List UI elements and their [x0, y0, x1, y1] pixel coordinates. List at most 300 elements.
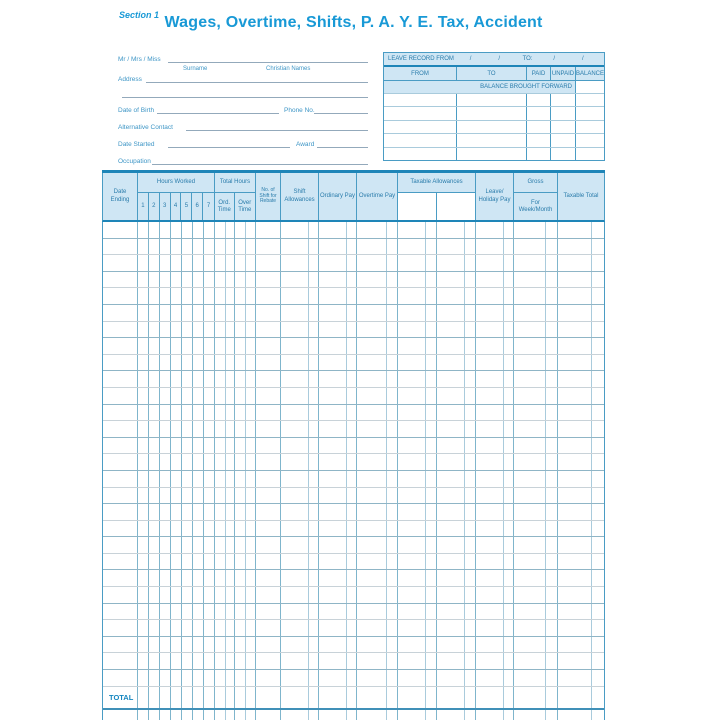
grid-cell	[149, 637, 160, 653]
table-row	[103, 288, 604, 305]
cents-divider	[225, 604, 226, 620]
grid-cell	[398, 471, 437, 487]
grid-cell	[256, 438, 281, 454]
table-row	[103, 305, 604, 322]
grid-cell	[193, 710, 204, 720]
grid-cell	[103, 710, 138, 720]
grid-cell	[193, 570, 204, 586]
grid-cell	[160, 338, 171, 354]
cents-divider	[591, 305, 592, 321]
grid-cell	[171, 255, 182, 271]
grid-cell	[215, 554, 235, 570]
cents-divider	[464, 710, 465, 720]
award-field-line	[317, 147, 368, 148]
grid-cell	[171, 239, 182, 255]
grid-cell	[437, 637, 476, 653]
cents-divider	[503, 710, 504, 720]
cents-divider	[386, 388, 387, 404]
leave-record-cell	[527, 121, 551, 133]
cents-divider	[464, 421, 465, 437]
cents-divider	[245, 554, 246, 570]
grid-cell	[193, 272, 204, 288]
grid-cell	[215, 371, 235, 387]
cents-divider	[346, 471, 347, 487]
grid-cell	[160, 421, 171, 437]
grid-cell	[398, 604, 437, 620]
cents-divider	[591, 670, 592, 686]
grid-cell	[204, 504, 215, 520]
grid-cell	[319, 305, 357, 321]
cents-divider	[245, 222, 246, 238]
address-label: Address	[118, 76, 142, 83]
grid-cell	[476, 488, 514, 504]
grid-cell	[357, 338, 398, 354]
grid-cell	[160, 471, 171, 487]
cents-divider	[425, 604, 426, 620]
grid-cell	[204, 570, 215, 586]
cents-divider	[308, 239, 309, 255]
cents-divider	[545, 637, 546, 653]
grid-cell	[476, 421, 514, 437]
grid-cell	[160, 488, 171, 504]
grid-cell	[171, 488, 182, 504]
grid-cell	[171, 388, 182, 404]
phone-field-line	[314, 113, 368, 114]
grid-cell	[149, 222, 160, 238]
cents-divider	[503, 554, 504, 570]
cents-divider	[503, 488, 504, 504]
grid-cell	[171, 405, 182, 421]
cents-divider	[346, 604, 347, 620]
grid-cell	[357, 355, 398, 371]
cents-divider	[591, 504, 592, 520]
grid-cell	[103, 687, 138, 708]
grid-cell	[558, 239, 604, 255]
cents-divider	[386, 521, 387, 537]
grid-cell	[235, 421, 256, 437]
cents-divider	[425, 653, 426, 669]
cents-divider	[591, 710, 592, 720]
cents-divider	[245, 488, 246, 504]
grid-cell	[215, 288, 235, 304]
grid-cell	[476, 653, 514, 669]
grid-cell	[171, 653, 182, 669]
grid-cell	[558, 570, 604, 586]
grid-cell	[476, 604, 514, 620]
leave-record-header-row	[384, 67, 604, 81]
cents-divider	[591, 587, 592, 603]
grid-cell	[160, 554, 171, 570]
grid-cell	[103, 454, 138, 470]
leave-record-cell	[457, 107, 527, 119]
table-row	[103, 272, 604, 289]
grid-cell	[281, 587, 319, 603]
cents-divider	[503, 322, 504, 338]
grid-cell	[558, 670, 604, 686]
grid-cell	[476, 471, 514, 487]
grid-cell	[398, 272, 437, 288]
cents-divider	[245, 288, 246, 304]
grid-cell	[182, 438, 193, 454]
grid-cell	[558, 355, 604, 371]
grid-cell	[149, 687, 160, 708]
grid-cell	[138, 504, 149, 520]
cents-divider	[245, 388, 246, 404]
grid-cell	[138, 355, 149, 371]
grid-cell	[215, 454, 235, 470]
grid-cell	[193, 371, 204, 387]
cents-divider	[503, 421, 504, 437]
leave-record-to-label: TO:	[522, 56, 533, 62]
grid-cell	[514, 388, 558, 404]
leave-record-table	[383, 52, 605, 161]
grid-cell	[256, 687, 281, 708]
cents-divider	[425, 305, 426, 321]
table-row	[103, 222, 604, 239]
cents-divider	[503, 338, 504, 354]
gross-sub-label: For Week/Month	[518, 199, 553, 213]
grid-cell	[204, 637, 215, 653]
cents-divider	[346, 687, 347, 708]
cents-divider	[425, 371, 426, 387]
grid-cell	[138, 272, 149, 288]
cents-divider	[591, 388, 592, 404]
grid-cell	[235, 272, 256, 288]
grid-cell	[256, 272, 281, 288]
cents-divider	[225, 488, 226, 504]
grid-cell	[476, 272, 514, 288]
grid-cell	[281, 388, 319, 404]
grid-cell	[357, 587, 398, 603]
grid-cell	[149, 355, 160, 371]
cents-divider	[464, 272, 465, 288]
grid-cell	[437, 338, 476, 354]
alt-contact-label: Alternative Contact	[118, 124, 173, 131]
grid-cell	[256, 338, 281, 354]
cents-divider	[225, 587, 226, 603]
cents-divider	[245, 405, 246, 421]
cents-divider	[503, 388, 504, 404]
cents-divider	[591, 471, 592, 487]
gross-label: Gross	[514, 173, 557, 193]
cents-divider	[591, 537, 592, 553]
grid-cell	[357, 454, 398, 470]
grid-cell	[357, 554, 398, 570]
grid-cell	[182, 454, 193, 470]
grid-cell	[558, 371, 604, 387]
grid-cell	[171, 272, 182, 288]
cents-divider	[503, 438, 504, 454]
cents-divider	[245, 355, 246, 371]
grid-cell	[476, 710, 514, 720]
grid-cell	[357, 305, 398, 321]
grid-cell	[193, 222, 204, 238]
grid-cell	[558, 338, 604, 354]
grid-cell	[103, 471, 138, 487]
grid-cell	[514, 570, 558, 586]
cents-divider	[346, 488, 347, 504]
grid-cell	[235, 554, 256, 570]
grid-cell	[171, 710, 182, 720]
grid-cell	[204, 305, 215, 321]
leave-col-from: FROM	[384, 67, 457, 80]
grid-cell	[235, 587, 256, 603]
grid-cell	[476, 305, 514, 321]
grid-cell	[171, 338, 182, 354]
grid-cell	[160, 305, 171, 321]
grid-cell	[514, 653, 558, 669]
grid-cell	[193, 421, 204, 437]
grid-cell	[514, 521, 558, 537]
grid-cell	[171, 438, 182, 454]
grid-cell	[256, 604, 281, 620]
cents-divider	[308, 537, 309, 553]
grid-cell	[514, 687, 558, 708]
grid-cell	[235, 471, 256, 487]
grid-cell	[319, 637, 357, 653]
cents-divider	[225, 355, 226, 371]
grid-cell	[215, 570, 235, 586]
grid-cell	[398, 421, 437, 437]
grid-cell	[437, 272, 476, 288]
cents-divider	[245, 604, 246, 620]
cents-divider	[464, 554, 465, 570]
grid-cell	[476, 554, 514, 570]
grid-cell	[281, 405, 319, 421]
grid-cell	[357, 687, 398, 708]
grid-cell	[514, 371, 558, 387]
grid-cell	[476, 239, 514, 255]
grid-cell	[215, 637, 235, 653]
grid-cell	[476, 504, 514, 520]
grid-cell	[319, 570, 357, 586]
grid-cell	[149, 388, 160, 404]
grid-cell	[558, 687, 604, 708]
grid-cell	[398, 338, 437, 354]
cents-divider	[425, 637, 426, 653]
grid-cell	[357, 637, 398, 653]
table-row	[103, 554, 604, 571]
grid-cell	[558, 222, 604, 238]
cents-divider	[225, 239, 226, 255]
grid-cell	[281, 322, 319, 338]
cents-divider	[591, 570, 592, 586]
occupation-field-line	[152, 164, 368, 165]
grid-cell	[437, 355, 476, 371]
grid-cell	[256, 554, 281, 570]
cents-divider	[225, 255, 226, 271]
grid-cell	[204, 388, 215, 404]
grid-cell	[193, 288, 204, 304]
table-row	[103, 454, 604, 471]
cents-divider	[308, 255, 309, 271]
grid-cell	[281, 537, 319, 553]
cents-divider	[545, 421, 546, 437]
taxable-allowances-label: Taxable Allowances	[398, 173, 475, 193]
grid-cell	[357, 670, 398, 686]
grid-cell	[476, 371, 514, 387]
grid-cell	[215, 604, 235, 620]
grid-cell	[558, 272, 604, 288]
section-label: Section 1	[119, 10, 160, 20]
grid-cell	[476, 438, 514, 454]
grid-cell	[182, 288, 193, 304]
cents-divider	[308, 371, 309, 387]
grid-cell	[398, 355, 437, 371]
grid-cell	[235, 637, 256, 653]
cents-divider	[386, 504, 387, 520]
grid-cell	[319, 454, 357, 470]
grid-cell	[357, 388, 398, 404]
grid-cell	[319, 687, 357, 708]
grid-cell	[558, 504, 604, 520]
cents-divider	[308, 405, 309, 421]
cents-divider	[591, 521, 592, 537]
grid-cell	[138, 670, 149, 686]
cents-divider	[425, 255, 426, 271]
grid-cell	[149, 338, 160, 354]
grid-cell	[437, 421, 476, 437]
leave-record-title-row	[384, 53, 604, 67]
cents-divider	[386, 322, 387, 338]
grid-cell	[514, 305, 558, 321]
cents-divider	[503, 670, 504, 686]
cents-divider	[503, 604, 504, 620]
cents-divider	[545, 388, 546, 404]
leave-col-paid: PAID	[527, 67, 551, 80]
christian-names-caption: Christian Names	[266, 66, 311, 72]
cents-divider	[245, 687, 246, 708]
grid-cell	[476, 620, 514, 636]
cents-divider	[425, 670, 426, 686]
grid-cell	[437, 305, 476, 321]
grid-cell	[182, 710, 193, 720]
cents-divider	[245, 421, 246, 437]
cents-divider	[386, 371, 387, 387]
grid-cell	[204, 255, 215, 271]
grid-cell	[476, 637, 514, 653]
grid-cell	[281, 504, 319, 520]
grid-cell	[357, 620, 398, 636]
grid-cell	[437, 222, 476, 238]
grid-cell	[319, 537, 357, 553]
cents-divider	[503, 305, 504, 321]
leave-record-row	[384, 134, 604, 147]
cents-divider	[545, 587, 546, 603]
grid-cell	[103, 488, 138, 504]
grid-cell	[319, 521, 357, 537]
grid-cell	[235, 521, 256, 537]
grid-cell	[193, 438, 204, 454]
grid-cell	[256, 587, 281, 603]
grid-cell	[235, 670, 256, 686]
cents-divider	[386, 405, 387, 421]
cents-divider	[591, 421, 592, 437]
grid-cell	[138, 421, 149, 437]
cents-divider	[591, 604, 592, 620]
grid-cell	[171, 421, 182, 437]
grid-cell	[138, 438, 149, 454]
cents-divider	[464, 604, 465, 620]
grid-cell	[215, 710, 235, 720]
cents-divider	[225, 272, 226, 288]
grid-cell	[476, 570, 514, 586]
cents-divider	[464, 322, 465, 338]
leave-record-cell	[527, 94, 551, 106]
cents-divider	[545, 438, 546, 454]
grid-cell	[437, 653, 476, 669]
cents-divider	[386, 222, 387, 238]
grid-cell	[138, 488, 149, 504]
grid-cell	[103, 288, 138, 304]
date-slash: /	[553, 56, 556, 62]
grid-cell	[256, 239, 281, 255]
date-slash: /	[498, 56, 501, 62]
cents-divider	[386, 687, 387, 708]
grid-cell	[281, 371, 319, 387]
grid-cell	[149, 653, 160, 669]
grid-cell	[281, 687, 319, 708]
grid-cell	[149, 322, 160, 338]
grid-cell	[138, 637, 149, 653]
grid-cell	[256, 421, 281, 437]
table-row	[103, 338, 604, 355]
grid-cell	[281, 471, 319, 487]
cents-divider	[346, 710, 347, 720]
grid-cell	[149, 504, 160, 520]
cents-divider	[545, 521, 546, 537]
grid-cell	[138, 554, 149, 570]
cents-divider	[245, 537, 246, 553]
grid-cell	[149, 421, 160, 437]
grid-cell	[319, 322, 357, 338]
cents-divider	[591, 637, 592, 653]
grid-cell	[204, 554, 215, 570]
grid-cell	[357, 272, 398, 288]
grid-cell	[437, 504, 476, 520]
grid-cell	[256, 570, 281, 586]
grid-cell	[235, 504, 256, 520]
grid-cell	[171, 504, 182, 520]
cents-divider	[464, 239, 465, 255]
grid-cell	[182, 554, 193, 570]
grid-cell	[138, 371, 149, 387]
cents-divider	[503, 272, 504, 288]
balance-brought-forward-row	[384, 81, 604, 94]
cents-divider	[591, 454, 592, 470]
grid-cell	[476, 687, 514, 708]
cents-divider	[386, 587, 387, 603]
grid-cell	[204, 537, 215, 553]
cents-divider	[308, 421, 309, 437]
grid-cell	[437, 587, 476, 603]
cents-divider	[225, 653, 226, 669]
grid-cell	[357, 438, 398, 454]
cents-divider	[425, 322, 426, 338]
grid-cell	[182, 239, 193, 255]
grid-cell	[149, 405, 160, 421]
cents-divider	[545, 471, 546, 487]
cents-divider	[245, 239, 246, 255]
cents-divider	[503, 620, 504, 636]
table-row	[103, 388, 604, 405]
table-row	[103, 371, 604, 388]
hour-col-2: 2	[149, 193, 160, 220]
cents-divider	[225, 687, 226, 708]
grid-cell	[149, 521, 160, 537]
grid-cell	[182, 371, 193, 387]
grid-cell	[319, 338, 357, 354]
